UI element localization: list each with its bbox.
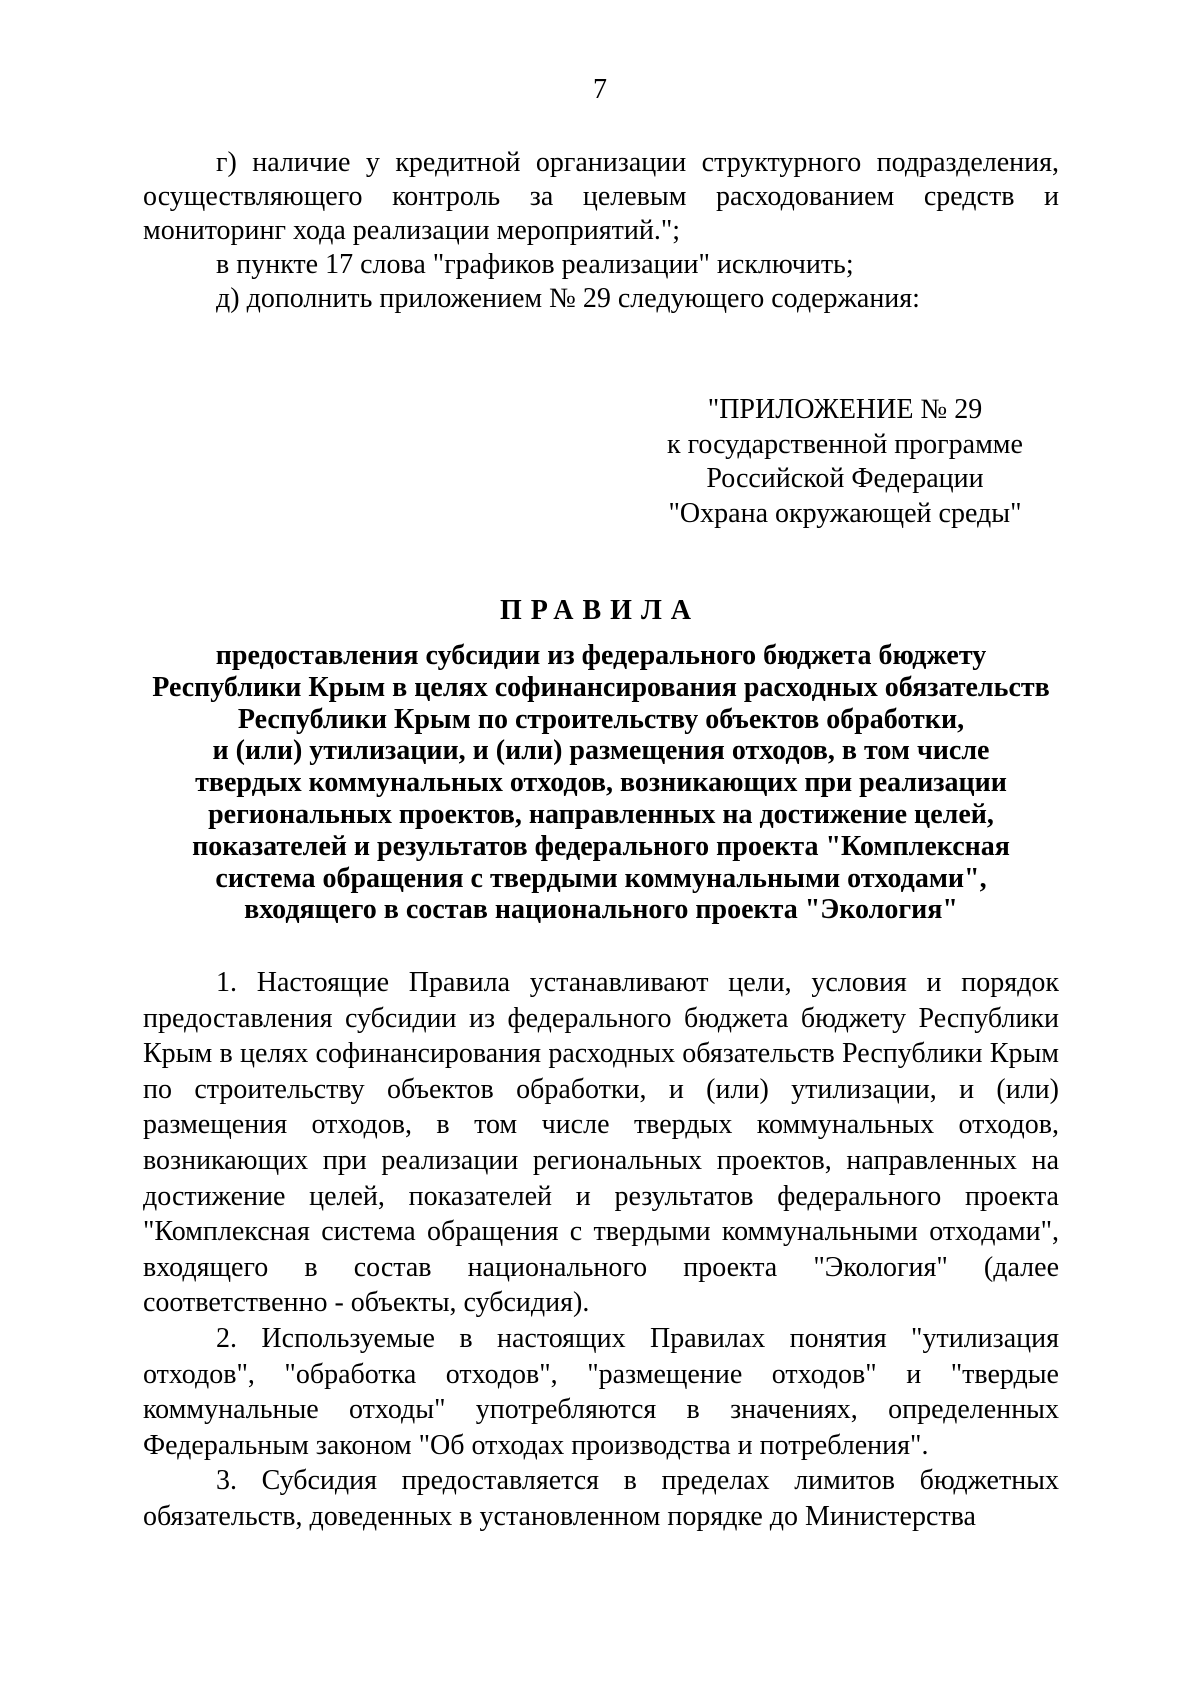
appendix-header bbox=[640, 393, 1050, 531]
rules-paragraph-2: 2. Используемые в настоящих Правилах понятия "утилизация отходов", "обработка отходов", "размещение отходов" и "твердые коммунальные отходы" употребляются в значениях, определенных Федеральным законом "Об отходах производства и потребления". bbox=[143, 1322, 1059, 1461]
subtitle-line: предоставления субсидии из федерального бюджета бюджету bbox=[215, 640, 987, 671]
subtitle-line: показателей и результатов федерального проекта "Комплексная bbox=[192, 830, 1010, 862]
subtitle-line: входящего в состав национального проекта "Экология" bbox=[244, 894, 958, 926]
subtitle-line: твердых коммунальных отходов, возникающих при реализации bbox=[195, 767, 1007, 799]
subtitle-line: Республики Крым в целях софинансирования расходных обязательств bbox=[152, 671, 1050, 703]
appendix-number: "ПРИЛОЖЕНИЕ № 29 bbox=[707, 394, 983, 425]
amendment-paragraph-g: г) наличие у кредитной организации структурного подразделения, осуществляющего контроль за целевым расходованием средств и мониторинг хода реализации мероприятий."; bbox=[143, 147, 1059, 246]
subtitle-line: Республики Крым по строительству объектов обработки, bbox=[237, 703, 965, 735]
amendment-text bbox=[143, 146, 1059, 316]
appendix-reference: к государственной программе bbox=[667, 428, 1023, 460]
subtitle-line: региональных проектов, направленных на достижение целей, bbox=[208, 798, 994, 830]
subtitle-line: и (или) утилизации, и (или) размещения отходов, в том числе bbox=[212, 735, 990, 767]
document-title: ПРАВИЛА bbox=[499, 595, 701, 626]
subtitle-line: система обращения с твердыми коммунальными отходами", bbox=[215, 862, 987, 894]
page-number: 7 bbox=[593, 74, 607, 105]
appendix-country: Российской Федерации bbox=[706, 463, 984, 494]
document-subtitle bbox=[143, 640, 1059, 926]
rules-body bbox=[143, 965, 1059, 1535]
appendix-program-name: "Охрана окружающей среды" bbox=[668, 497, 1022, 529]
rules-paragraph-3: 3. Субсидия предоставляется в пределах лимитов бюджетных обязательств, доведенных в установленном порядке до Министерства bbox=[143, 1465, 1059, 1532]
amendment-paragraph-point-17: в пункте 17 слова "графиков реализации" исключить; bbox=[216, 249, 854, 280]
rules-paragraph-1: 1. Настоящие Правила устанавливают цели, условия и порядок предоставления субсидии из федерального бюджета бюджету Республики Крым в целях софинансирования расходных обязательств Республики Крым по строительству объектов обработки, и (или) утилизации, и (или) размещения отходов, в том числе твердых коммунальных отходов, возникающих при реализации региональных проектов, направленных на достижение целей, показателей и результатов федерального проекта "Комплексная система обращения с твердыми коммунальными отходами", входящего в состав национального проекта "Экология" (далее соответственно - объекты, субсидия). bbox=[143, 967, 1059, 1319]
amendment-paragraph-d: д) дополнить приложением № 29 следующего содержания: bbox=[216, 283, 920, 314]
